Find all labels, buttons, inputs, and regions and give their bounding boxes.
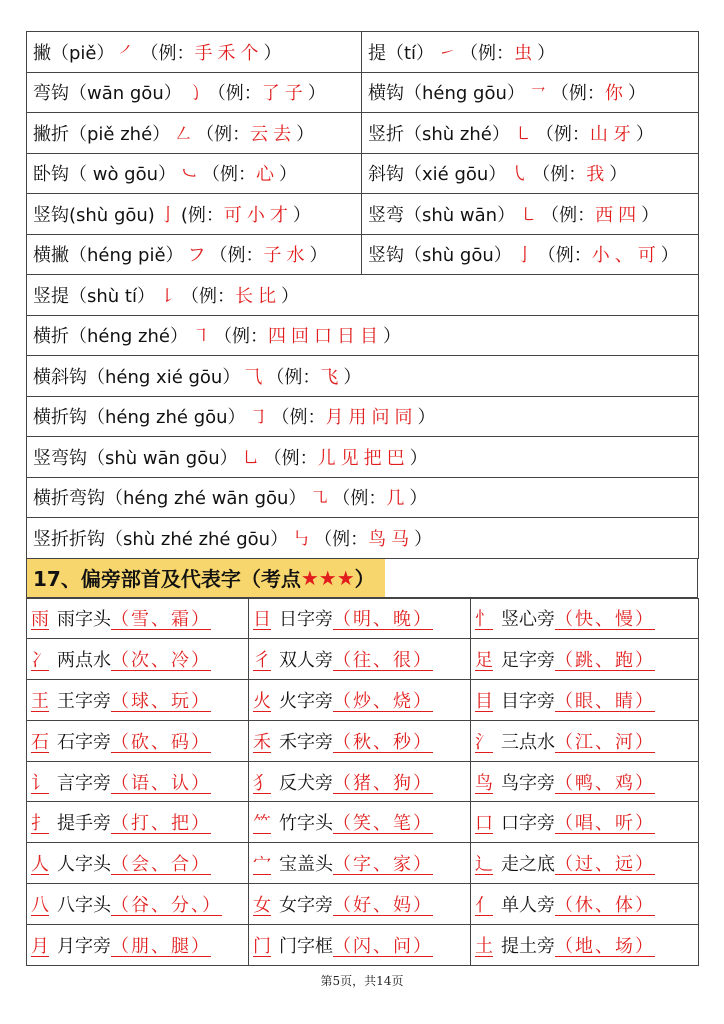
radical-char: 石 <box>31 731 49 753</box>
radical-cell <box>249 680 471 721</box>
radical-cell <box>27 761 249 802</box>
stroke-name: 竖钩(shù gōu) <box>33 204 155 226</box>
stroke-cell <box>27 518 699 559</box>
radical-char: 王 <box>31 690 49 712</box>
radical-cell <box>249 843 471 884</box>
example-close: ） <box>307 83 326 105</box>
radical-char: 雨 <box>31 609 49 631</box>
stroke-cell <box>27 234 362 275</box>
stroke-row <box>27 194 699 235</box>
radical-row <box>27 598 699 639</box>
stroke-examples: 西四 <box>595 204 642 226</box>
stroke-glyph: ㇃ <box>180 164 199 186</box>
stroke-name: 横钩（héng gōu） <box>368 83 525 105</box>
radical-cell <box>471 720 699 761</box>
stroke-cell <box>27 72 362 113</box>
radical-name: 火字旁 <box>279 690 333 712</box>
radical-row <box>27 802 699 843</box>
radical-char: 宀 <box>253 854 271 876</box>
stroke-examples: 云去 <box>250 123 297 145</box>
radical-char: 冫 <box>31 650 49 672</box>
radical-examples: （闪、问） <box>333 935 433 957</box>
radical-examples: （字、家） <box>333 854 433 876</box>
radical-name: 八字头 <box>57 894 111 916</box>
radical-examples: （谷、分、） <box>111 894 222 916</box>
radical-examples: （秋、秒） <box>333 731 433 753</box>
stroke-glyph: ㇀ <box>438 42 457 64</box>
stroke-examples: 山牙 <box>589 123 636 145</box>
example-close: ） <box>263 42 282 64</box>
stroke-cell <box>27 437 699 478</box>
radical-cell <box>471 843 699 884</box>
stroke-row <box>27 32 699 73</box>
stroke-row <box>27 518 699 559</box>
stroke-name: 竖钩（shù gōu） <box>368 245 512 267</box>
example-label: (例： <box>180 204 224 226</box>
radical-char: 口 <box>475 813 493 835</box>
radical-char: 辶 <box>475 854 493 876</box>
radical-name: 人字头 <box>57 854 111 876</box>
radical-name: 三点水 <box>501 731 555 753</box>
example-label: （例： <box>460 42 515 64</box>
stroke-cell <box>27 315 699 356</box>
radical-cell <box>27 802 249 843</box>
radical-table <box>26 598 699 966</box>
example-close: ） <box>660 245 679 267</box>
stroke-examples: 我 <box>586 164 610 186</box>
stroke-examples: 飞 <box>320 366 344 388</box>
radical-char: 日 <box>253 609 271 631</box>
radical-examples: （球、玩） <box>111 690 211 712</box>
example-label: （例： <box>332 488 387 510</box>
radical-char: 扌 <box>31 813 49 835</box>
radical-char: ⺮ <box>253 813 271 835</box>
radical-name: 两点水 <box>57 650 111 672</box>
stroke-name: 提（tí） <box>368 42 435 64</box>
example-close: ） <box>627 83 646 105</box>
radical-char: 彳 <box>253 650 271 672</box>
example-close: ） <box>537 42 556 64</box>
radical-cell <box>471 924 699 965</box>
example-label: （例： <box>314 528 369 550</box>
example-close: ） <box>641 204 660 226</box>
radical-cell <box>471 598 699 639</box>
radical-name: 王字旁 <box>57 690 111 712</box>
stroke-examples: 儿见把巴 <box>317 447 410 469</box>
radical-cell <box>471 884 699 925</box>
stroke-name: 弯钩（wān gōu） <box>33 83 182 105</box>
stroke-row <box>27 113 699 154</box>
stroke-cell <box>27 396 699 437</box>
stroke-cell <box>27 32 362 73</box>
example-label: （例： <box>213 326 268 348</box>
stroke-name: 横折弯钩（héng zhé wān gōu） <box>33 488 307 510</box>
example-close: ） <box>409 447 428 469</box>
radical-char: 讠 <box>31 772 49 794</box>
radical-examples: （眼、睛） <box>555 690 655 712</box>
radical-examples: （语、认） <box>111 772 211 794</box>
example-label: （例： <box>535 123 590 145</box>
stroke-cell <box>27 477 699 518</box>
radical-cell <box>249 639 471 680</box>
stroke-glyph: ㇄ <box>519 204 538 226</box>
stroke-glyph: ㇕ <box>191 326 210 348</box>
stroke-row <box>27 234 699 275</box>
radical-char: 八 <box>31 894 49 916</box>
stroke-examples: 可小才 <box>223 204 293 226</box>
stroke-examples: 手禾个 <box>194 42 264 64</box>
stroke-cell <box>362 153 699 194</box>
stroke-cell <box>27 275 699 316</box>
example-close: ） <box>309 245 328 267</box>
radical-cell <box>27 639 249 680</box>
radical-examples: （跳、跑） <box>555 650 655 672</box>
stroke-examples: 虫 <box>514 42 538 64</box>
stroke-table <box>26 31 699 559</box>
radical-name: 宝盖头 <box>279 854 333 876</box>
radical-examples: （砍、码） <box>111 731 211 753</box>
stroke-examples: 四回口日目 <box>267 326 383 348</box>
page-footer: 第5页，共14页 <box>320 974 404 988</box>
radical-char: 忄 <box>475 609 493 631</box>
example-label: （例： <box>550 83 605 105</box>
stroke-examples: 心 <box>256 164 280 186</box>
example-close: ） <box>414 528 433 550</box>
stroke-glyph: ㇆ <box>249 407 268 429</box>
radical-row <box>27 720 699 761</box>
stroke-row <box>27 437 699 478</box>
stroke-cell <box>27 153 362 194</box>
example-label: （例： <box>537 245 592 267</box>
example-close: ） <box>280 285 299 307</box>
stroke-cell <box>362 194 699 235</box>
radical-name: 鸟字旁 <box>501 772 555 794</box>
example-close: ） <box>279 164 298 186</box>
example-close: ） <box>409 488 428 510</box>
radical-char: 人 <box>31 854 49 876</box>
radical-name: 提土旁 <box>501 935 555 957</box>
stroke-examples: 月用问同 <box>325 407 418 429</box>
radical-char: 门 <box>253 935 271 957</box>
radical-cell <box>249 761 471 802</box>
radical-examples: （往、很） <box>333 650 433 672</box>
stroke-examples: 子水 <box>263 245 310 267</box>
radical-cell <box>27 924 249 965</box>
stroke-name: 竖弯钩（shù wān gōu） <box>33 447 238 469</box>
stroke-name: 竖提（shù tí） <box>33 285 155 307</box>
radical-char: 亻 <box>475 894 493 916</box>
radical-cell <box>249 802 471 843</box>
radical-cell <box>471 761 699 802</box>
stroke-name: 横撇（héng piě） <box>33 245 184 267</box>
stroke-glyph: 亅 <box>158 204 177 226</box>
radical-row <box>27 924 699 965</box>
radical-name: 口字旁 <box>501 813 555 835</box>
example-label: （例： <box>266 366 321 388</box>
stroke-row <box>27 356 699 397</box>
radical-name: 竖心旁 <box>501 609 555 631</box>
stroke-examples: 长比 <box>234 285 281 307</box>
example-label: （例： <box>541 204 596 226</box>
example-close: ） <box>296 123 315 145</box>
radical-char: 犭 <box>253 772 271 794</box>
stroke-examples: 几 <box>386 488 410 510</box>
radical-cell <box>471 802 699 843</box>
radical-examples: （明、晚） <box>333 609 433 631</box>
radical-cell <box>27 598 249 639</box>
stroke-glyph: ㇙ <box>158 285 177 307</box>
radical-examples: （休、体） <box>555 894 655 916</box>
radical-name: 禾字旁 <box>279 731 333 753</box>
radical-cell <box>471 639 699 680</box>
stroke-name: 竖弯（shù wān） <box>368 204 516 226</box>
stroke-row <box>27 315 699 356</box>
stroke-cell <box>27 356 699 397</box>
example-close: ） <box>382 326 401 348</box>
radical-char: 火 <box>253 690 271 712</box>
radical-name: 单人旁 <box>501 894 555 916</box>
radical-examples: （雪、霜） <box>111 609 211 631</box>
stroke-row <box>27 477 699 518</box>
radical-examples: （会、合） <box>111 854 211 876</box>
radical-examples: （鸭、鸡） <box>555 772 655 794</box>
radical-cell <box>27 720 249 761</box>
stroke-examples: 鸟马 <box>368 528 415 550</box>
radical-examples: （江、河） <box>555 731 655 753</box>
radical-name: 反犬旁 <box>279 772 333 794</box>
stroke-name: 横斜钩（héng xié gōu） <box>33 366 241 388</box>
example-close: ） <box>292 204 311 226</box>
radical-examples: （朋、腿） <box>111 935 211 957</box>
radical-name: 女字旁 <box>279 894 333 916</box>
section-title-close: ） <box>354 567 375 591</box>
radical-row <box>27 639 699 680</box>
stroke-glyph: 亅 <box>515 245 534 267</box>
radical-char: 女 <box>253 894 271 916</box>
radical-examples: （笑、笔） <box>333 813 433 835</box>
radical-cell <box>249 924 471 965</box>
stroke-name: 撇（piě） <box>33 42 115 64</box>
radical-name: 言字旁 <box>57 772 111 794</box>
stroke-glyph: ㇂ <box>510 164 529 186</box>
radical-char: 月 <box>31 935 49 957</box>
stroke-glyph: ㇈ <box>310 488 329 510</box>
stroke-row <box>27 153 699 194</box>
stroke-name: 撇折（piě zhé） <box>33 123 171 145</box>
example-close: ） <box>343 366 362 388</box>
stroke-row <box>27 72 699 113</box>
stroke-cell <box>27 194 362 235</box>
radical-examples: （炒、烧） <box>333 690 433 712</box>
example-label: （例： <box>271 407 326 429</box>
radical-examples: （唱、听） <box>555 813 655 835</box>
example-label: （例： <box>209 245 264 267</box>
worksheet <box>26 31 698 966</box>
stroke-glyph: ㇒ <box>118 42 137 64</box>
radical-examples: （猪、狗） <box>333 772 433 794</box>
radical-name: 足字旁 <box>501 650 555 672</box>
radical-char: 鸟 <box>475 772 493 794</box>
stroke-glyph: ⺄ <box>244 366 263 388</box>
radical-cell <box>249 720 471 761</box>
section-heading <box>26 559 698 598</box>
stroke-name: 卧钩（ wò gōu） <box>33 164 177 186</box>
radical-char: 土 <box>475 935 493 957</box>
stars-rating: ★★★ <box>300 565 355 590</box>
example-label: （例： <box>140 42 195 64</box>
stroke-cell <box>362 72 699 113</box>
stroke-row <box>27 396 699 437</box>
stroke-name: 横折钩（héng zhé gōu） <box>33 407 246 429</box>
stroke-examples: 你 <box>604 83 628 105</box>
radical-row <box>27 680 699 721</box>
radical-examples: （打、把） <box>111 813 211 835</box>
stroke-cell <box>362 32 699 73</box>
stroke-examples: 了子 <box>261 83 308 105</box>
stroke-glyph: フ <box>187 245 206 267</box>
radical-char: 禾 <box>253 731 271 753</box>
radical-cell <box>27 884 249 925</box>
stroke-cell <box>362 113 699 154</box>
example-label: （例： <box>207 83 262 105</box>
example-close: ） <box>609 164 628 186</box>
radical-char: 目 <box>475 690 493 712</box>
stroke-glyph: ㇟ <box>241 447 260 469</box>
example-close: ） <box>635 123 654 145</box>
example-label: （例： <box>263 447 318 469</box>
stroke-examples: 小、可 <box>591 245 661 267</box>
radical-name: 双人旁 <box>279 650 333 672</box>
radical-name: 提手旁 <box>57 813 111 835</box>
radical-row <box>27 884 699 925</box>
radical-examples: （快、慢） <box>555 609 655 631</box>
radical-row <box>27 761 699 802</box>
radical-cell <box>471 680 699 721</box>
stroke-cell <box>362 234 699 275</box>
radical-cell <box>27 843 249 884</box>
radical-char: 足 <box>475 650 493 672</box>
stroke-row <box>27 275 699 316</box>
radical-examples: （过、远） <box>555 854 655 876</box>
example-label: （例： <box>196 123 251 145</box>
radical-cell <box>249 884 471 925</box>
stroke-name: 斜钩（xié gōu） <box>368 164 507 186</box>
stroke-glyph: ㇉ <box>292 528 311 550</box>
example-close: ） <box>417 407 436 429</box>
stroke-glyph: ㇜ <box>174 123 193 145</box>
radical-examples: （地、场） <box>555 935 655 957</box>
radical-name: 日字旁 <box>279 609 333 631</box>
example-label: （例： <box>202 164 257 186</box>
radical-examples: （好、妈） <box>333 894 433 916</box>
radical-name: 目字旁 <box>501 690 555 712</box>
radical-row <box>27 843 699 884</box>
radical-name: 竹字头 <box>279 813 333 835</box>
radical-name: 石字旁 <box>57 731 111 753</box>
radical-cell <box>249 598 471 639</box>
stroke-glyph: ㇁ <box>185 83 204 105</box>
example-label: （例： <box>180 285 235 307</box>
example-label: （例： <box>532 164 587 186</box>
radical-cell <box>27 680 249 721</box>
radical-char: 氵 <box>475 731 493 753</box>
radical-examples: （次、冷） <box>111 650 211 672</box>
radical-name: 门字框 <box>279 935 333 957</box>
radical-name: 月字旁 <box>57 935 111 957</box>
radical-name: 走之底 <box>501 854 555 876</box>
stroke-glyph: ㇖ <box>528 83 547 105</box>
stroke-name: 横折（héng zhé） <box>33 326 188 348</box>
stroke-name: 竖折（shù zhé） <box>368 123 510 145</box>
stroke-cell <box>27 113 362 154</box>
stroke-name: 竖折折钩（shù zhé zhé gōu） <box>33 528 289 550</box>
section-title: 17、偏旁部首及代表字（考点 <box>33 567 301 591</box>
radical-name: 雨字头 <box>57 609 111 631</box>
stroke-glyph: ㇄ <box>513 123 532 145</box>
